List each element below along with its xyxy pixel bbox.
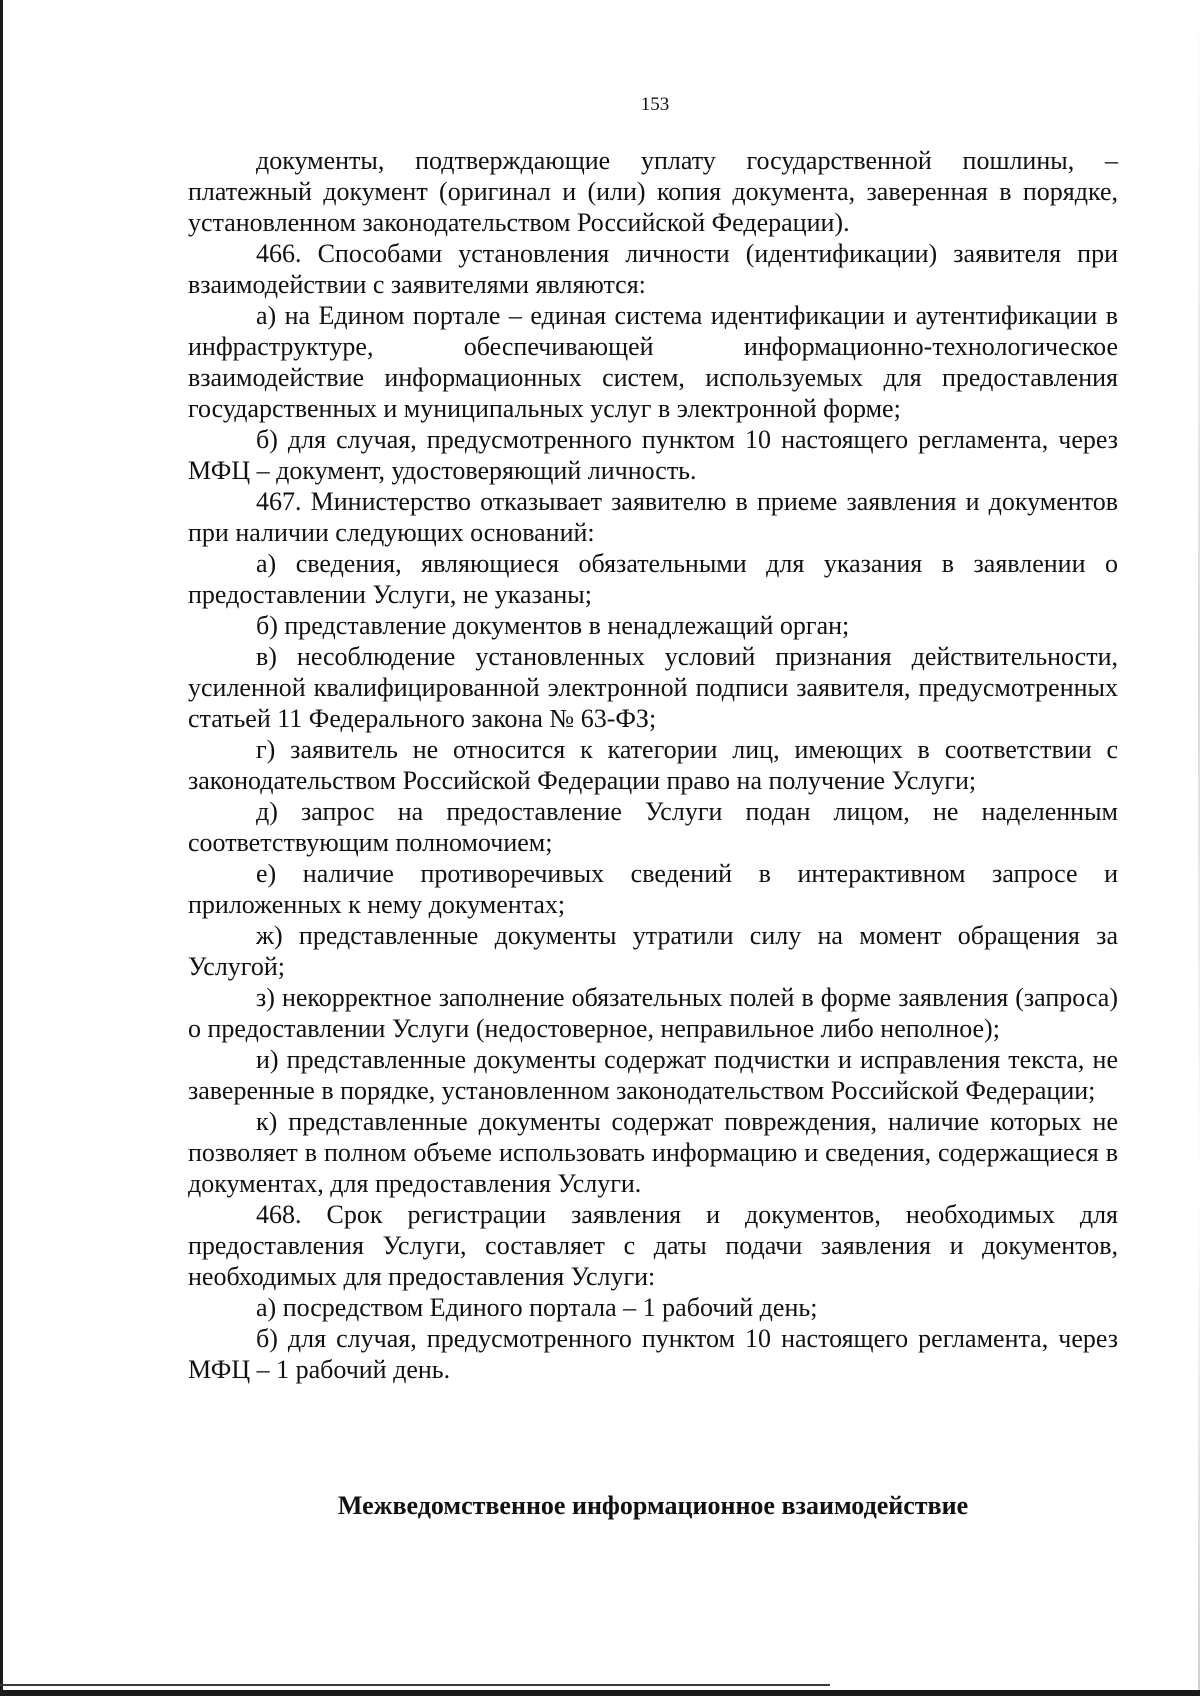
scan-border-bottom-faint <box>0 1684 830 1686</box>
section-heading: Межведомственное информационное взаимодействие <box>337 1491 969 1520</box>
paragraph-467: 467. Министерство отказывает заявителю в приеме заявления и документов при наличии следующих оснований: <box>188 487 1118 547</box>
paragraph-466-a: а) на Едином портале – единая система идентификации и аутентификации в инфраструктуре, обеспечивающей информационно-технологическое взаимодействие информационных систем, используемых для предоставления государственных и муниципальных услуг в электронной форме; <box>188 301 1118 423</box>
paragraph-467-zh: ж) представленные документы утратили силу на момент обращения за Услугой; <box>188 921 1118 981</box>
scan-border-bottom <box>0 1690 1200 1696</box>
paragraph-468-a: а) посредством Единого портала – 1 рабочий день; <box>256 1293 818 1322</box>
paragraph-467-d: д) запрос на предоставление Услуги подан лицом, не наделенным соответствующим полномочием; <box>188 797 1118 857</box>
paragraph-466-b: б) для случая, предусмотренного пунктом 10 настоящего регламента, через МФЦ – документ, удостоверяющий личность. <box>188 425 1118 485</box>
page-number: 153 <box>640 94 670 115</box>
scan-border-left <box>0 0 3 1696</box>
document-body <box>188 145 1118 1385</box>
paragraph-468: 468. Срок регистрации заявления и документов, необходимых для предоставления Услуги, составляет с даты подачи заявления и документов, необходимых для предоставления Услуги: <box>188 1200 1118 1291</box>
paragraph-payment-documents: документы, подтверждающие уплату государственной пошлины, – платежный документ (оригинал и (или) копия документа, заверенная в порядке, установленном законодательством Российской Федерации). <box>188 146 1118 237</box>
paragraph-467-v: в) несоблюдение установленных условий признания действительности, усиленной квалифицированной электронной подписи заявителя, предусмотренных статьей 11 Федерального закона № 63-ФЗ; <box>188 642 1118 733</box>
paragraph-467-i: и) представленные документы содержат подчистки и исправления текста, не заверенные в порядке, установленном законодательством Российской Федерации; <box>188 1045 1118 1105</box>
paragraph-467-a: а) сведения, являющиеся обязательными для указания в заявлении о предоставлении Услуги, не указаны; <box>188 549 1118 609</box>
paragraph-467-b: б) представление документов в ненадлежащий орган; <box>256 611 850 640</box>
paragraph-468-b: б) для случая, предусмотренного пунктом 10 настоящего регламента, через МФЦ – 1 рабочий день. <box>188 1324 1118 1384</box>
paragraph-467-g: г) заявитель не относится к категории лиц, имеющих в соответствии с законодательством Российской Федерации право на получение Услуги; <box>188 735 1118 795</box>
paragraph-467-k: к) представленные документы содержат повреждения, наличие которых не позволяет в полном объеме использовать информацию и сведения, содержащиеся в документах, для предоставления Услуги. <box>188 1107 1118 1198</box>
paragraph-466: 466. Способами установления личности (идентификации) заявителя при взаимодействии с заявителями являются: <box>188 239 1118 299</box>
paragraph-467-z: з) некорректное заполнение обязательных полей в форме заявления (запроса) о предоставлении Услуги (недостоверное, неправильное либо неполное); <box>188 983 1118 1043</box>
paragraph-467-e: е) наличие противоречивых сведений в интерактивном запросе и приложенных к нему документах; <box>188 859 1118 919</box>
